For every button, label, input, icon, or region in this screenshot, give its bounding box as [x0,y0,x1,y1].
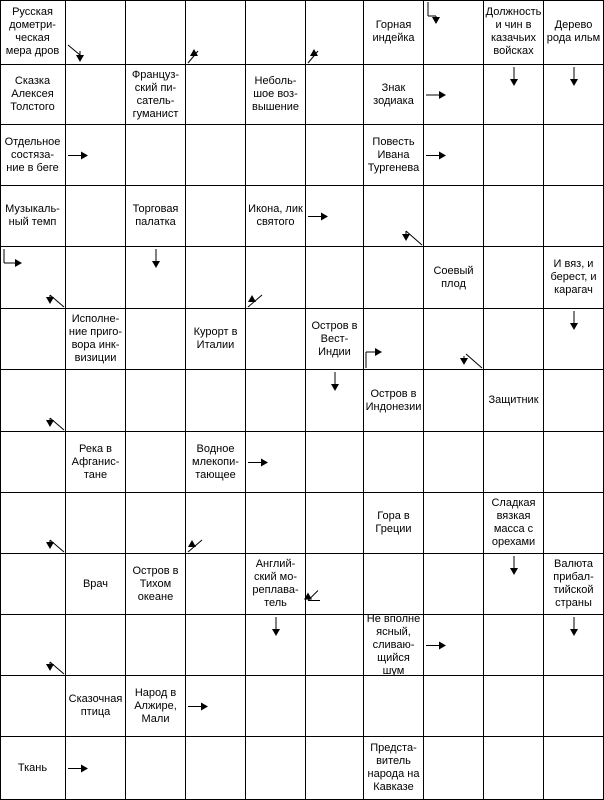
clue-text: Отдельное состяза- ние в беге [4,135,61,174]
answer-cell[interactable] [186,493,246,554]
answer-cell[interactable] [126,247,186,309]
answer-cell[interactable] [424,737,484,800]
answer-cell[interactable] [126,493,186,554]
clue-cell [424,247,484,309]
clue-cell [364,65,424,125]
clue-cell [186,432,246,493]
clue-text: Остров в Вест- Индии [311,319,358,358]
answer-cell[interactable] [246,676,306,737]
answer-cell[interactable] [66,493,126,554]
answer-cell[interactable] [484,186,544,247]
clue-cell [186,309,246,370]
answer-cell[interactable] [544,309,604,370]
clue-text: Остров в Индонезии [365,387,422,413]
answer-cell[interactable] [126,0,186,65]
answer-cell[interactable] [424,309,484,370]
clue-cell [484,370,544,432]
answer-cell[interactable] [186,676,246,737]
clue-cell [544,0,604,65]
answer-cell[interactable] [424,186,484,247]
clue-text: Река в Афганис- тане [71,442,120,481]
answer-cell[interactable] [186,65,246,125]
answer-cell[interactable] [306,737,364,800]
answer-cell[interactable] [186,737,246,800]
answer-cell[interactable] [66,125,126,186]
answer-cell[interactable] [306,432,364,493]
answer-cell[interactable] [126,737,186,800]
answer-cell[interactable] [306,370,364,432]
answer-cell[interactable] [544,615,604,676]
clue-text: Защитник [488,394,539,406]
answer-cell[interactable] [484,247,544,309]
answer-cell[interactable] [484,125,544,186]
answer-cell[interactable] [306,125,364,186]
clue-cell [126,65,186,125]
answer-cell[interactable] [424,615,484,676]
answer-cell[interactable] [544,186,604,247]
answer-cell[interactable] [306,615,364,676]
clue-cell [126,186,186,247]
clue-cell [306,309,364,370]
clue-text: Сказка Алексея Толстого [10,75,55,113]
clue-cell [364,370,424,432]
answer-cell[interactable] [424,370,484,432]
answer-cell[interactable] [0,676,66,737]
answer-cell[interactable] [186,370,246,432]
clue-text: Ткань [17,761,48,774]
clue-cell [66,309,126,370]
answer-cell[interactable] [186,186,246,247]
clue-cell [0,0,66,65]
answer-cell[interactable] [0,615,66,676]
answer-cell[interactable] [186,615,246,676]
answer-cell[interactable] [306,493,364,554]
answer-cell[interactable] [484,309,544,370]
clue-text: Должность и чин в казачьих войсках [485,6,542,57]
answer-cell[interactable] [544,65,604,125]
answer-cell[interactable] [306,247,364,309]
clue-text: Неболь- шое воз- вышение [251,75,300,113]
answer-cell[interactable] [126,309,186,370]
answer-cell[interactable] [484,65,544,125]
answer-cell[interactable] [246,247,306,309]
answer-cell[interactable] [306,186,364,247]
clue-cell [0,125,66,186]
answer-cell[interactable] [424,65,484,125]
clue-cell [364,737,424,800]
clue-text: Исполне- ние приго- вора инк- визиции [68,313,123,364]
answer-cell[interactable] [246,432,306,493]
clue-text: Сладкая вязкая масса с орехами [491,497,536,548]
clue-cell [484,0,544,65]
answer-cell[interactable] [484,554,544,615]
answer-cell[interactable] [306,554,364,615]
answer-cell[interactable] [186,125,246,186]
clue-text: Икона, лик святого [248,203,303,228]
answer-cell[interactable] [364,247,424,309]
clue-text: Народ в Алжире, Мали [134,686,177,725]
answer-cell[interactable] [544,676,604,737]
clue-cell [484,493,544,554]
answer-cell[interactable] [306,676,364,737]
answer-cell[interactable] [66,186,126,247]
answer-cell[interactable] [0,247,66,309]
answer-cell[interactable] [544,125,604,186]
answer-cell[interactable] [424,493,484,554]
answer-cell[interactable] [246,493,306,554]
clue-text: Остров в Тихом океане [132,564,179,603]
answer-cell[interactable] [246,125,306,186]
clue-cell [66,554,126,615]
clue-cell [66,676,126,737]
clue-text: Горная индейка [372,19,415,44]
clue-cell [0,737,66,800]
answer-cell[interactable] [66,0,126,65]
answer-cell[interactable] [544,370,604,432]
answer-cell[interactable] [424,0,484,65]
answer-cell[interactable] [126,432,186,493]
clue-cell [126,554,186,615]
answer-cell[interactable] [424,125,484,186]
clue-cell [246,554,306,615]
clue-text: Француз- ский пи- сатель- гуманист [131,68,180,120]
clue-text: Сказочная птица [68,693,123,718]
clue-text: Не вполне ясный, сливаю- щийся шум [366,612,421,677]
clue-cell [66,432,126,493]
answer-cell[interactable] [186,247,246,309]
clue-text: Русская дометри- ческая мера дров [5,6,60,57]
answer-cell[interactable] [364,676,424,737]
answer-cell[interactable] [0,493,66,554]
clue-text: Врач [82,577,109,590]
clue-cell [246,186,306,247]
answer-cell[interactable] [484,737,544,800]
answer-cell[interactable] [544,737,604,800]
clue-text: Знак зодиака [373,81,414,107]
clue-cell [544,554,604,615]
answer-cell[interactable] [126,370,186,432]
answer-cell[interactable] [126,615,186,676]
clue-cell [364,493,424,554]
answer-cell[interactable] [0,309,66,370]
clue-text: Предста- витель народа на Кавказе [367,742,420,793]
answer-cell[interactable] [0,370,66,432]
answer-cell[interactable] [246,0,306,65]
clue-cell [364,612,424,677]
answer-cell[interactable] [484,676,544,737]
answer-cell[interactable] [66,737,126,800]
answer-cell[interactable] [306,65,364,125]
clue-cell [0,65,66,125]
answer-cell[interactable] [544,432,604,493]
answer-cell[interactable] [544,493,604,554]
answer-cell[interactable] [126,125,186,186]
clue-text: Повесть Ивана Тургенева [367,135,420,174]
answer-cell[interactable] [364,309,424,370]
answer-cell[interactable] [66,247,126,309]
clue-text: Водное млекопи- тающее [192,442,239,481]
answer-cell[interactable] [364,186,424,247]
answer-cell[interactable] [186,554,246,615]
answer-cell[interactable] [66,65,126,125]
clue-text: Курорт в Италии [193,326,238,351]
answer-cell[interactable] [306,0,364,65]
answer-cell[interactable] [246,370,306,432]
answer-cell[interactable] [246,309,306,370]
answer-cell[interactable] [0,554,66,615]
answer-cell[interactable] [66,615,126,676]
answer-cell[interactable] [66,370,126,432]
answer-cell[interactable] [484,432,544,493]
answer-cell[interactable] [364,432,424,493]
answer-cell[interactable] [246,737,306,800]
clue-text: Англий- ский мо- реплава- тель [252,558,299,609]
clue-text: Гора в Греции [375,510,412,535]
clue-text: Торговая палатка [132,203,179,228]
clue-text: Музыкаль- ный темп [5,203,60,228]
clue-cell [364,125,424,186]
answer-cell[interactable] [246,615,306,676]
answer-cell[interactable] [364,554,424,615]
clue-cell [364,0,424,65]
clue-text: Соевый плод [433,264,474,290]
answer-cell[interactable] [424,676,484,737]
clue-text: Дерево рода ильм [546,19,601,44]
answer-cell[interactable] [424,554,484,615]
clue-text: Валюта прибал- тийской страны [553,558,594,609]
clue-cell [544,247,604,309]
answer-cell[interactable] [0,432,66,493]
answer-cell[interactable] [484,615,544,676]
clue-cell [126,676,186,737]
clue-cell [0,186,66,247]
clue-cell [246,65,306,125]
clue-text: И вяз, и берест, и карагач [550,258,597,296]
answer-cell[interactable] [186,0,246,65]
answer-cell[interactable] [424,432,484,493]
